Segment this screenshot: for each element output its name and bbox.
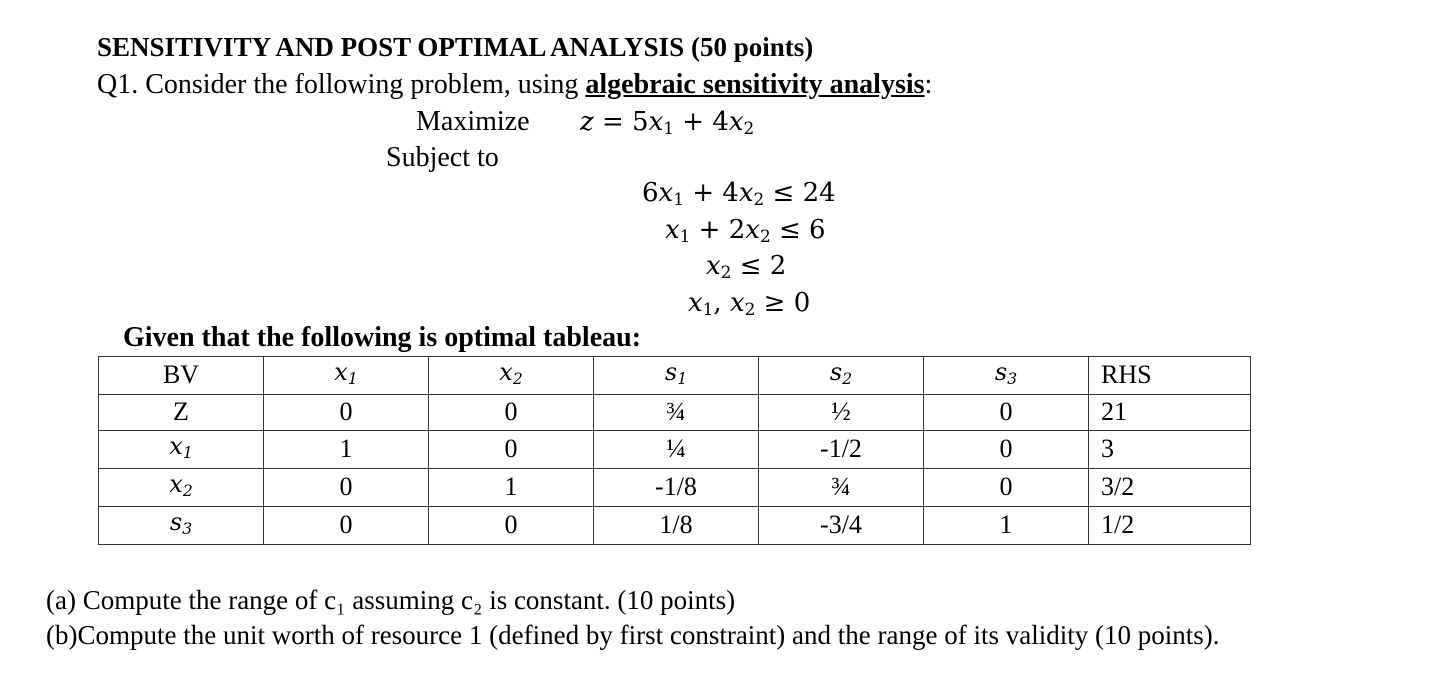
table-cell: ¾	[759, 468, 924, 506]
table-cell: ¼	[594, 430, 759, 468]
constraint-3: $x_2 \le 2$	[706, 251, 787, 283]
table-row	[99, 468, 1251, 506]
non-negativity-constraint: $x_1$, $x_2 \ge 0$	[688, 288, 811, 320]
table-cell: 0	[924, 394, 1089, 430]
given-label: Given that the following is optimal tableau:	[123, 322, 642, 353]
rhs-cell: 3	[1089, 430, 1251, 468]
table-row	[99, 430, 1251, 468]
subject-to-label: Subject to	[386, 142, 499, 173]
objective-c2: 4	[712, 107, 729, 137]
table-header-row	[99, 357, 1251, 395]
bv-cell: $x_1$	[99, 430, 264, 468]
table-row	[99, 394, 1251, 430]
header-x1: $x_1$	[264, 357, 429, 395]
table-cell: ¾	[594, 394, 759, 430]
rhs-cell: 21	[1089, 394, 1251, 430]
table-cell: 0	[429, 394, 594, 430]
header-s3: $s_3$	[924, 357, 1089, 395]
table-cell: ½	[759, 394, 924, 430]
table-cell: -3/4	[759, 506, 924, 544]
table-cell: 1	[264, 430, 429, 468]
header-rhs: RHS	[1089, 357, 1251, 395]
table-cell: -1/8	[594, 468, 759, 506]
q1-prefix: Q1. Consider the following problem, using	[97, 69, 586, 100]
table-cell: 1	[429, 468, 594, 506]
objective-lhs: z =	[580, 107, 633, 137]
header-bv: BV	[99, 357, 264, 395]
table-cell: -1/2	[759, 430, 924, 468]
header-x2: $x_2$	[429, 357, 594, 395]
table-cell: 0	[924, 430, 1089, 468]
table-cell: 0	[264, 506, 429, 544]
maximize-label: Maximize	[416, 106, 530, 137]
bv-cell: $x_2$	[99, 468, 264, 506]
optimal-tableau	[98, 356, 1251, 545]
q1-emphasis: algebraic sensitivity analysis	[585, 69, 925, 100]
page-title: SENSITIVITY AND POST OPTIMAL ANALYSIS (50 points)	[97, 32, 814, 62]
rhs-cell: 1/2	[1089, 506, 1251, 544]
table-cell: 0	[264, 394, 429, 430]
constraint-1: $6x_1 + 4x_2 \le 24$	[642, 178, 836, 210]
rhs-cell: 3/2	[1089, 468, 1251, 506]
constraint-2: $x_1 + 2x_2 \le 6$	[665, 215, 826, 247]
q1-suffix: :	[924, 69, 933, 100]
table-cell: 0	[429, 430, 594, 468]
table-row	[99, 506, 1251, 544]
table-cell: 0	[429, 506, 594, 544]
header-s2: $s_2$	[759, 357, 924, 395]
header-s1: $s_1$	[594, 357, 759, 395]
table-cell: 0	[924, 468, 1089, 506]
table-cell: 1/8	[594, 506, 759, 544]
bv-cell: Z	[99, 394, 264, 430]
bv-cell: $s_3$	[99, 506, 264, 544]
objective-c1: 5	[632, 107, 649, 137]
part-b-question: (b)Compute the unit worth of resource 1 (defined by first constraint) and the range of its validity (10 points).	[46, 620, 1220, 650]
part-a-question: (a) Compute the range of c₁ assuming c₂ is constant. (10 points)	[46, 585, 736, 615]
objective-function: $z = 5x_1 + 4x_2$	[580, 107, 755, 139]
question-1-prompt	[97, 69, 932, 101]
table-cell: 1	[924, 506, 1089, 544]
table-cell: 0	[264, 468, 429, 506]
